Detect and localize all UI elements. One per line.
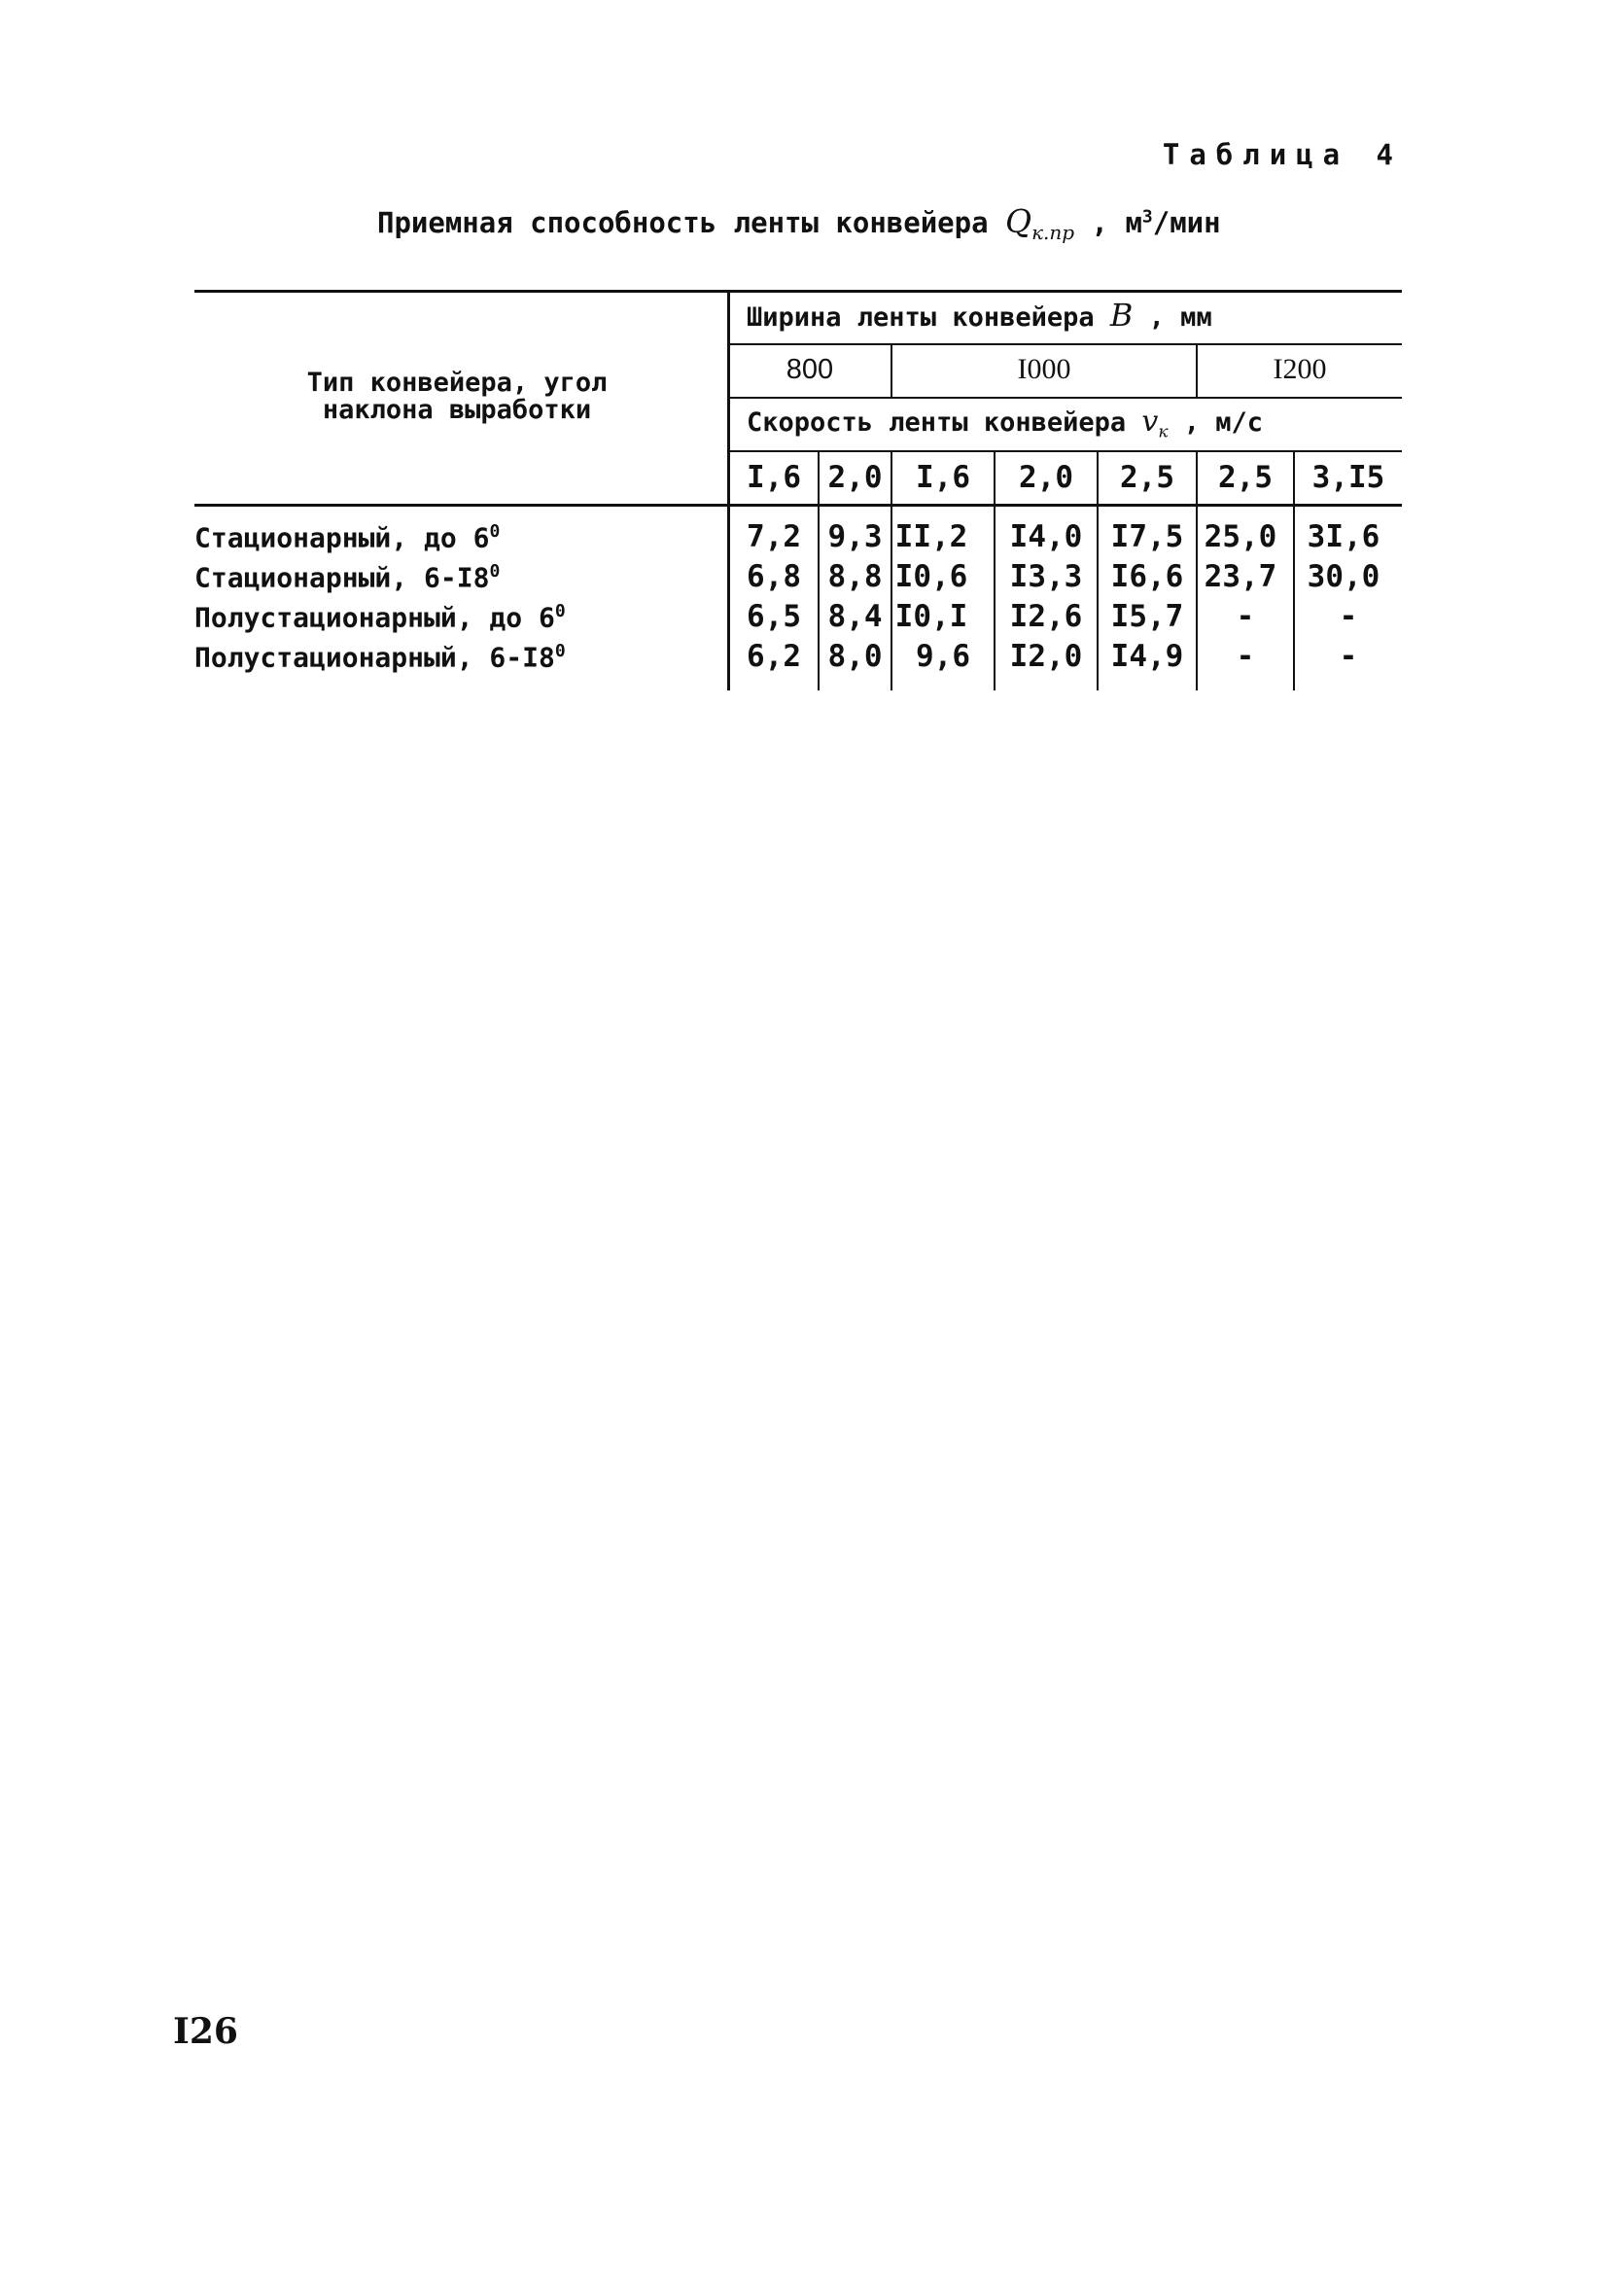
header-bottom-rule (194, 504, 1402, 507)
speed-header (747, 405, 1264, 445)
caption-unit-suffix: /мин (1152, 206, 1221, 239)
caption-text: Приемная способность ленты конвейера (377, 206, 989, 239)
width-header-rule (727, 343, 1402, 345)
caption-unit-sup: 3 (1141, 206, 1153, 228)
table-cell: I4,0 (1009, 519, 1083, 554)
speed-header-text: Скорость ленты конвейера (747, 407, 1127, 438)
table-cell: I2,0 (1009, 639, 1083, 674)
speed-value: 2,5 (1218, 460, 1273, 495)
table-cell: - (1339, 599, 1358, 634)
width-unit: , мм (1148, 302, 1212, 333)
table-cell: 6,8 (747, 559, 801, 594)
table-cell: 25,0 (1204, 519, 1277, 554)
width-values-rule (727, 397, 1402, 399)
table-cell: - (1236, 639, 1255, 674)
speed-value: 2,0 (1019, 460, 1073, 495)
table-cell: 6,5 (747, 599, 801, 634)
speed-unit: , м/с (1183, 407, 1264, 438)
row-label: Стационарный, $6-I8^0$ (194, 561, 501, 594)
table-cell: I0,I (894, 599, 968, 634)
caption-unit-prefix: , м (1091, 206, 1142, 239)
table-cell: - (1236, 599, 1255, 634)
table-cell: 9,6 (916, 639, 970, 674)
table-cell: 7,2 (747, 519, 801, 554)
row-header: Тип конвейера, угол наклона выработки (306, 368, 608, 425)
table-cell: 8,4 (827, 599, 883, 634)
speed-header-rule (727, 450, 1402, 452)
speed-value: I,6 (747, 460, 801, 495)
table-cell: 8,0 (827, 639, 883, 674)
width-header (747, 297, 1212, 334)
table-cell: I5,7 (1110, 599, 1184, 634)
table-cell: I4,9 (1110, 639, 1184, 674)
table-top-rule (194, 290, 1402, 293)
speed-symbol: v (1141, 405, 1159, 439)
table-cell: I3,3 (1009, 559, 1083, 594)
width-1200: I200 (1273, 353, 1327, 385)
table-cell: 23,7 (1204, 559, 1277, 594)
speed-value: I,6 (916, 460, 970, 495)
table-cell: II,2 (894, 519, 968, 554)
speed-symbol-sub: к (1158, 422, 1169, 442)
speed-value: 3,I5 (1311, 460, 1385, 495)
table-cell: I0,6 (894, 559, 968, 594)
table-cell: - (1339, 639, 1358, 674)
table-cell: 3I,6 (1307, 519, 1380, 554)
page-number: I26 (173, 2011, 238, 2052)
caption-symbol-sub: к.пр (1031, 220, 1075, 244)
caption-symbol: Q (1005, 202, 1032, 240)
width-header-text: Ширина ленты конвейера (747, 302, 1095, 333)
row-label: Полустационарный, до $6^0$ (194, 601, 566, 634)
width-800: 800 (786, 354, 834, 385)
table-cell: I6,6 (1110, 559, 1184, 594)
table-cell: 6,2 (747, 639, 801, 674)
row-label: Стационарный, до $6^0$ (194, 521, 501, 554)
speed-value: 2,5 (1120, 460, 1174, 495)
row-label: Полустационарный, $6-I8^0$ (194, 641, 566, 674)
table-caption (377, 202, 1221, 244)
table-cell: 30,0 (1307, 559, 1380, 594)
table-cell: 9,3 (827, 519, 883, 554)
table-number-label: Таблица 4 (1162, 138, 1403, 171)
table-cell: I7,5 (1110, 519, 1184, 554)
table-cell: I2,6 (1009, 599, 1083, 634)
speed-value: 2,0 (827, 460, 883, 495)
width-1000: I000 (1017, 353, 1071, 385)
width-symbol: B (1109, 297, 1134, 334)
table-cell: 8,8 (827, 559, 883, 594)
